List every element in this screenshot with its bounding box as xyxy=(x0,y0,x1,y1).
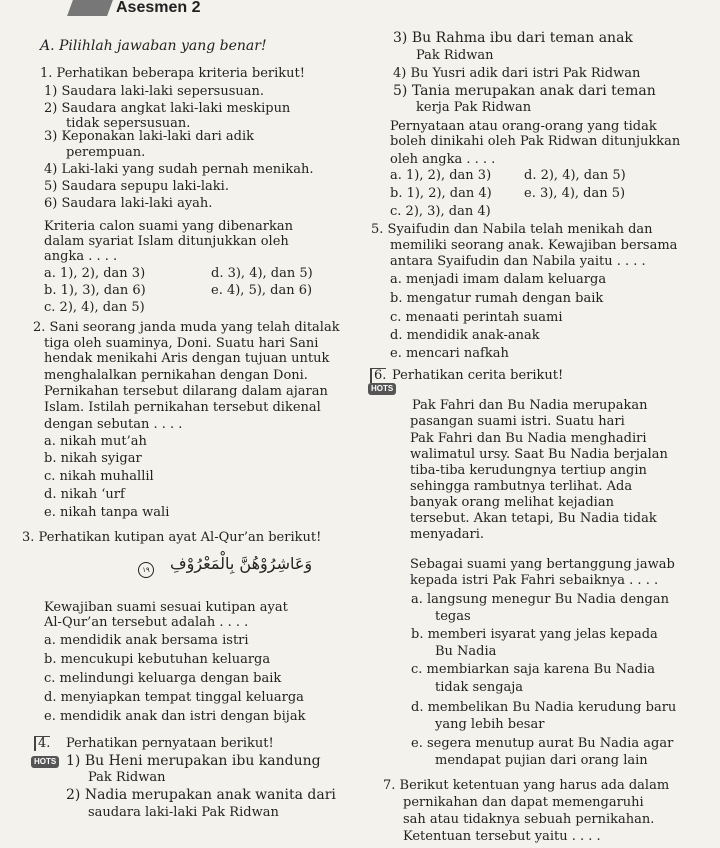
answer-option[interactable]: d. 3), 4), dan 5) xyxy=(211,266,313,281)
answer-option[interactable]: a. nikah mut’ah xyxy=(44,434,147,449)
section-title: A. Pilihlah jawaban yang benar! xyxy=(40,38,267,54)
answer-option[interactable]: c. melindungi keluarga dengan baik xyxy=(44,671,282,686)
question-text: Perhatikan cerita berikut! xyxy=(392,368,564,383)
question-text: boleh dinikahi oleh Pak Ridwan ditunjukkan xyxy=(390,134,681,149)
criteria-item: 5) Saudara sepupu laki-laki. xyxy=(44,179,229,194)
story-text: tiba-tiba kerudungnya tertiup angin xyxy=(410,463,647,478)
statement-item: Pak Ridwan xyxy=(416,48,494,63)
statement-item: 5) Tania merupakan anak dari teman xyxy=(393,83,656,99)
question-text: memiliki seorang anak. Kewajiban bersama xyxy=(390,238,678,253)
story-text: sehingga rambutnya terlihat. Ada xyxy=(410,479,633,494)
story-text: tersebut. Akan tetapi, Bu Nadia tidak xyxy=(410,511,657,526)
answer-option[interactable]: a. 1), 2), dan 3) xyxy=(44,266,146,281)
question-text: Sebagai suami yang bertanggung jawab xyxy=(410,557,675,572)
answer-option[interactable]: d. nikah ‘urf xyxy=(44,487,125,502)
statement-item: 4) Bu Yusri adik dari istri Pak Ridwan xyxy=(393,66,641,81)
answer-option[interactable]: c. membiarkan saja karena Bu Nadia xyxy=(411,662,656,677)
question-text: 5. Syaifudin dan Nabila telah menikah dan xyxy=(371,222,653,237)
answer-option[interactable]: c. menaati perintah suami xyxy=(390,310,563,325)
question-text: Ketentuan tersebut yaitu . . . . xyxy=(403,829,601,844)
quran-verse: وَعَاشِرُوْهُنَّ بِالْمَعْرُوْفِ xyxy=(170,554,313,573)
story-text: pasangan suami istri. Suatu hari xyxy=(410,414,625,429)
criteria-item: 3) Keponakan laki-laki dari adik xyxy=(44,129,255,144)
answer-option[interactable]: a. mendidik anak bersama istri xyxy=(44,633,249,648)
answer-option[interactable]: e. 4), 5), dan 6) xyxy=(211,283,313,298)
statement-item: saudara laki-laki Pak Ridwan xyxy=(88,805,279,820)
answer-option[interactable]: d. 2), 4), dan 5) xyxy=(524,168,626,183)
criteria-item: 6) Saudara laki-laki ayah. xyxy=(44,196,213,211)
question-text: 2. Sani seorang janda muda yang telah ditalak xyxy=(33,320,340,335)
answer-option[interactable]: d. mendidik anak-anak xyxy=(390,328,540,343)
story-text: Pak Fahri dan Bu Nadia menghadiri xyxy=(410,431,647,446)
answer-option[interactable]: b. 1), 2), dan 4) xyxy=(390,186,492,201)
answer-option[interactable]: tegas xyxy=(435,609,471,624)
question-text: angka . . . . xyxy=(44,249,118,264)
answer-option[interactable]: c. 2), 4), dan 5) xyxy=(44,300,145,315)
answer-option[interactable]: b. mengatur rumah dengan baik xyxy=(390,291,604,306)
question-text: oleh angka . . . . xyxy=(390,152,496,167)
answer-option[interactable]: e. segera menutup aurat Bu Nadia agar xyxy=(411,736,674,751)
story-text: banyak orang melihat kejadian xyxy=(410,495,614,510)
statement-item: Pak Ridwan xyxy=(88,770,166,785)
statement-item: 3) Bu Rahma ibu dari teman anak xyxy=(393,30,633,46)
answer-option[interactable]: mendapat pujian dari orang lain xyxy=(435,753,648,768)
hots-badge: HOTS xyxy=(368,383,396,395)
question-text: dengan sebutan . . . . xyxy=(44,417,183,432)
criteria-item: tidak sepersusuan. xyxy=(66,116,191,131)
question-text: sah atau tidaknya sebuah pernikahan. xyxy=(403,812,655,827)
answer-option[interactable]: Bu Nadia xyxy=(435,644,497,659)
question-text: 3. Perhatikan kutipan ayat Al-Qur’an berikut! xyxy=(22,530,322,545)
question-text: Al-Qur’an tersebut adalah . . . . xyxy=(44,615,249,630)
question-text: 7. Berikut ketentuan yang harus ada dalam xyxy=(383,778,670,793)
criteria-item: 2) Saudara angkat laki-laki meskipun xyxy=(44,101,291,116)
story-text: Pak Fahri dan Bu Nadia merupakan xyxy=(412,398,648,413)
header-logo-icon xyxy=(67,0,113,16)
question-text: kepada istri Pak Fahri sebaiknya . . . . xyxy=(410,573,659,588)
question-text: 1. Perhatikan beberapa kriteria berikut! xyxy=(40,66,305,81)
question-text: Pernikahan tersebut dilarang dalam ajaran xyxy=(44,384,328,399)
question-number: 6. xyxy=(370,368,386,383)
question-text: Kewajiban suami sesuai kutipan ayat xyxy=(44,600,288,615)
question-text: menghalalkan pernikahan dengan Doni. xyxy=(44,368,308,383)
criteria-item: 1) Saudara laki-laki sepersusuan. xyxy=(44,84,265,99)
answer-option[interactable]: a. menjadi imam dalam keluarga xyxy=(390,272,607,287)
answer-option[interactable]: e. nikah tanpa wali xyxy=(44,505,170,520)
answer-option[interactable]: b. mencukupi kebutuhan keluarga xyxy=(44,652,271,667)
question-text: Perhatikan pernyataan berikut! xyxy=(66,736,274,751)
question-text: Islam. Istilah pernikahan tersebut dikenal xyxy=(44,400,321,415)
answer-option[interactable]: b. 1), 3), dan 6) xyxy=(44,283,146,298)
answer-option[interactable]: e. 3), 4), dan 5) xyxy=(524,186,626,201)
answer-option[interactable]: yang lebih besar xyxy=(435,717,545,732)
criteria-item: 4) Laki-laki yang sudah pernah menikah. xyxy=(44,162,314,177)
hots-badge: HOTS xyxy=(31,756,59,768)
answer-option[interactable]: d. membelikan Bu Nadia kerudung baru xyxy=(411,700,677,715)
question-text: hendak menikahi Aris dengan tujuan untuk xyxy=(44,351,330,366)
page-title: Asesmen 2 xyxy=(116,0,201,16)
verse-number-icon: ١٩ xyxy=(138,562,154,578)
answer-option[interactable]: c. 2), 3), dan 4) xyxy=(390,204,491,219)
answer-option[interactable]: b. memberi isyarat yang jelas kepada xyxy=(411,627,658,642)
statement-item: 1) Bu Heni merupakan ibu kandung xyxy=(66,753,321,769)
question-text: antara Syaifudin dan Nabila yaitu . . . . xyxy=(390,254,646,269)
statement-item: kerja Pak Ridwan xyxy=(416,100,532,115)
answer-option[interactable]: a. langsung menegur Bu Nadia dengan xyxy=(411,592,669,607)
answer-option[interactable]: e. mencari nafkah xyxy=(390,346,509,361)
answer-option[interactable]: tidak sengaja xyxy=(435,680,524,695)
answer-option[interactable]: b. nikah syigar xyxy=(44,451,142,466)
question-text: pernikahan dan dapat memengaruhi xyxy=(403,795,644,810)
story-text: walimatul ursy. Saat Bu Nadia berjalan xyxy=(410,447,668,462)
statement-item: 2) Nadia merupakan anak wanita dari xyxy=(66,787,336,803)
question-text: tiga oleh suaminya, Doni. Suatu hari Sani xyxy=(44,336,319,351)
story-text: menyadari. xyxy=(410,527,485,542)
question-text: Pernyataan atau orang-orang yang tidak xyxy=(390,119,657,134)
answer-option[interactable]: a. 1), 2), dan 3) xyxy=(390,168,492,183)
answer-option[interactable]: c. nikah muhallil xyxy=(44,469,154,484)
answer-option[interactable]: e. mendidik anak dan istri dengan bijak xyxy=(44,709,306,724)
criteria-item: perempuan. xyxy=(66,145,146,160)
question-text: Kriteria calon suami yang dibenarkan xyxy=(44,219,293,234)
question-text: dalam syariat Islam ditunjukkan oleh xyxy=(44,234,289,249)
question-number: 4. xyxy=(34,736,50,751)
answer-option[interactable]: d. menyiapkan tempat tinggal keluarga xyxy=(44,690,304,705)
